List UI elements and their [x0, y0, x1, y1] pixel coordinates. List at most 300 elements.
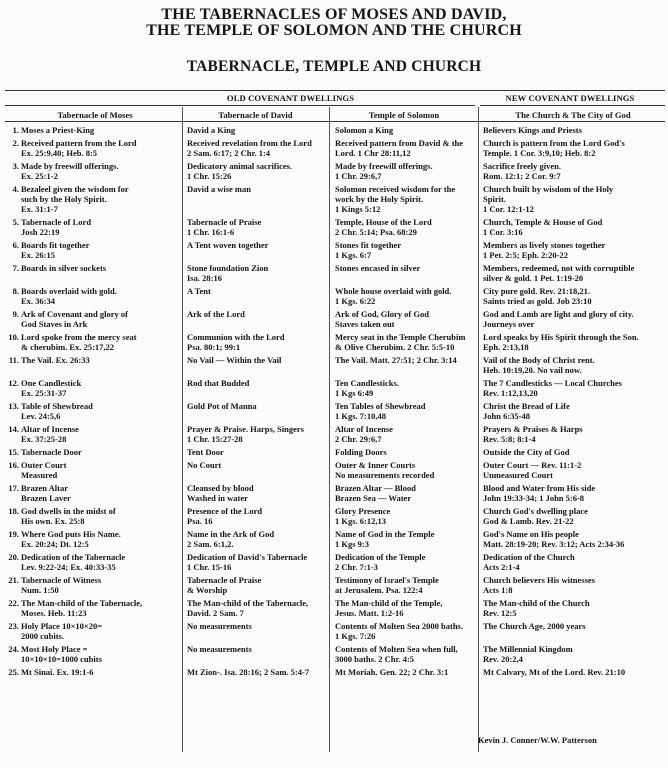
cell-line: Holy Place 10×10×20= — [21, 621, 103, 631]
cell-david — [187, 184, 319, 194]
row-number: 24. — [8, 644, 19, 654]
cell-line: Church is pattern from the Lord God's — [483, 138, 625, 148]
cell-line: Sacrifice freely given. — [483, 161, 561, 171]
cell-church — [483, 217, 666, 237]
cell-line: Rev. 12:5 — [483, 608, 517, 618]
cell-church — [483, 598, 666, 618]
cell-david — [187, 506, 319, 526]
cell-line: 1 Kgs. 6:12,13 — [335, 516, 386, 526]
cell-line: Mt Calvary, Mt of the Lord. Rev. 21:10 — [483, 667, 626, 677]
cell-line: One Candlestick — [21, 378, 82, 388]
column-header-moses: Tabernacle of Moses — [57, 110, 133, 120]
row-number: 13. — [8, 401, 19, 411]
cell-line: Prayer & Praise. Harps, Singers — [187, 424, 304, 434]
cell-line: work by the Holy Spirit. — [335, 194, 424, 204]
cell-line: Lev. 24:5,6 — [21, 411, 61, 421]
cell-line: Dedication of the Tabernacle — [21, 552, 126, 562]
cell-line: Lord. 1 Chr 28:11,12 — [335, 148, 411, 158]
cell-david — [187, 552, 319, 572]
cell-line: Gold Pot of Manna — [187, 401, 257, 411]
cell-line: Believers Kings and Priests — [483, 125, 582, 135]
cell-david — [187, 424, 319, 444]
cell-david — [187, 621, 319, 631]
cell-moses — [21, 552, 181, 572]
row-number: 17. — [8, 483, 19, 493]
cell-line: at Jerusalem. Psa. 122:4 — [335, 585, 423, 595]
cell-church — [483, 447, 666, 457]
cell-church — [483, 552, 666, 572]
cell-line: 2 Chr. 5:14; Psa. 68:29 — [335, 227, 417, 237]
cell-line: Contents of Molten Sea 2000 baths. — [335, 621, 463, 631]
cell-line: 1 Kgs. 6:7 — [335, 250, 372, 260]
cell-line: 1 Kgs. 6:22 — [335, 296, 376, 306]
cell-line: Church built by wisdom of the Holy — [483, 184, 614, 194]
cell-david — [187, 332, 319, 352]
cell-moses — [21, 240, 181, 260]
cell-line: & Olive Cherubim. 2 Chr. 5:5-10 — [335, 342, 455, 352]
cell-line: Journeys over — [483, 319, 535, 329]
cell-moses — [21, 424, 181, 444]
cell-line: 1 Pet. 2:5; Eph. 2:20-22 — [483, 250, 568, 260]
cell-line: Vail of the Body of Christ rent. — [483, 355, 595, 365]
cell-line: Presence of the Lord — [187, 506, 263, 516]
cell-line: Psa. 80:1; 99:1 — [187, 342, 241, 352]
cell-line: The Vail. Ex. 26:33 — [21, 355, 90, 365]
cell-moses — [21, 483, 181, 503]
cell-solomon — [335, 378, 480, 398]
cell-david — [187, 217, 319, 237]
table-row — [0, 460, 668, 483]
cell-line: & Worship — [187, 585, 228, 595]
cell-moses — [21, 286, 181, 306]
row-number: 15. — [8, 447, 19, 457]
cell-line: Stones fit together — [335, 240, 402, 250]
column-header-solomon: Temple of Solomon — [368, 110, 440, 120]
cell-line: Tabernacle of Witness — [21, 575, 102, 585]
cell-line: Church God's dwelling place — [483, 506, 588, 516]
cell-line: 1 Kgs. 7:10,48 — [335, 411, 386, 421]
cell-moses — [21, 575, 181, 595]
column-header-church: The Church & The City of God — [515, 110, 631, 120]
cell-line: Name of God in the Temple — [335, 529, 435, 539]
cell-church — [483, 263, 666, 283]
cell-moses — [21, 161, 181, 181]
cell-line: Rev. 20:2,4 — [483, 654, 523, 664]
row-number: 19. — [8, 529, 19, 539]
cell-solomon — [335, 667, 480, 677]
cell-line: Josh 22:19 — [21, 227, 60, 237]
table-row — [0, 424, 668, 447]
cell-line: Prayers & Praises & Harps — [483, 424, 583, 434]
cell-line: Testimony of Israel's Temple — [335, 575, 439, 585]
cell-church — [483, 309, 666, 329]
cell-moses — [21, 332, 181, 352]
cell-solomon — [335, 644, 480, 664]
row-number: 1. — [12, 125, 19, 135]
cell-line: Moses. Heb. 11:23 — [21, 608, 87, 618]
cell-moses — [21, 644, 181, 664]
cell-church — [483, 138, 666, 158]
main-title-line-1: THE TABERNACLES OF MOSES AND DAVID, — [161, 6, 507, 23]
cell-church — [483, 401, 666, 421]
cell-solomon — [335, 184, 480, 214]
cell-solomon — [335, 598, 480, 618]
table-row — [0, 506, 668, 529]
cell-line: The Man-child of the Church — [483, 598, 590, 608]
cell-line: Mercy seat in the Temple Cherubim — [335, 332, 466, 342]
cell-line: Dedication of David's Tabernacle — [187, 552, 308, 562]
table-row — [0, 161, 668, 184]
cell-moses — [21, 378, 181, 398]
cell-line: Members as lively stones together — [483, 240, 606, 250]
cell-line: Outer Court — Rev. 11:1-2 — [483, 460, 582, 470]
cell-line: Glory Presence — [335, 506, 391, 516]
cell-church — [483, 125, 666, 135]
table-row — [0, 138, 668, 161]
cell-church — [483, 621, 666, 631]
cell-line: Whole house overlaid with gold. — [335, 286, 452, 296]
cell-line: Spirit. — [483, 194, 506, 204]
cell-line: Lord speaks by His Spirit through the Son. — [483, 332, 639, 342]
cell-david — [187, 667, 319, 677]
cell-line: Rev. 1:12,13,20 — [483, 388, 538, 398]
cell-line: Outside the City of God — [483, 447, 570, 457]
cell-line: The Vail. Matt. 27:51; 2 Chr. 3:14 — [335, 355, 457, 365]
cell-solomon — [335, 529, 480, 549]
cell-line: Table of Shewbread — [21, 401, 93, 411]
cell-line: Ex. 25:1-2 — [21, 171, 58, 181]
cell-line: A Tent woven together — [187, 240, 269, 250]
cell-line: Rod that Budded — [187, 378, 250, 388]
cell-line: Brazen Laver — [21, 493, 71, 503]
table-row — [0, 184, 668, 217]
cell-line: Measured — [21, 470, 58, 480]
table-row — [0, 286, 668, 309]
cell-line: 2 Chr. 7:1-3 — [335, 562, 378, 572]
cell-church — [483, 424, 666, 444]
cell-solomon — [335, 552, 480, 572]
cell-line: Rev. 5:8; 8:1-4 — [483, 434, 536, 444]
cell-line: Moses a Priest-King — [21, 125, 95, 135]
cell-line: Saints tried as gold. Job 23:10 — [483, 296, 592, 306]
cell-line: No Vail — Within the Vail — [187, 355, 282, 365]
row-number: 25. — [8, 667, 19, 677]
cell-line: David. 2 Sam. 7 — [187, 608, 244, 618]
cell-david — [187, 286, 319, 296]
cell-line: 1 Chr. 15:26 — [187, 171, 232, 181]
cell-moses — [21, 447, 181, 457]
cell-line: No Court — [187, 460, 222, 470]
table-row — [0, 240, 668, 263]
cell-line: Acts 1:8 — [483, 585, 513, 595]
cell-david — [187, 598, 319, 618]
cell-david — [187, 378, 319, 388]
cell-line: Outer & Inner Courts — [335, 460, 416, 470]
cell-line: David a wise man — [187, 184, 251, 194]
cell-line: David a King — [187, 125, 236, 135]
cell-line: Ark of the Lord — [187, 309, 245, 319]
cell-solomon — [335, 240, 480, 260]
row-number: 10. — [8, 332, 19, 342]
cell-line: John 19:33-34; 1 John 5:6-8 — [483, 493, 585, 503]
cell-line: 1 Kings 5:12 — [335, 204, 381, 214]
cell-solomon — [335, 263, 480, 273]
row-number: 22. — [8, 598, 19, 608]
cell-david — [187, 138, 319, 158]
cell-line: 1 Chr. 15:27-28 — [187, 434, 243, 444]
cell-david — [187, 125, 319, 135]
cell-line: God dwells in the midst of — [21, 506, 116, 516]
cell-line: Dedication of the Temple — [335, 552, 426, 562]
cell-solomon — [335, 447, 480, 457]
cell-line: Altar of Incense — [335, 424, 393, 434]
cell-moses — [21, 401, 181, 421]
cell-line: Boards overlaid with gold. — [21, 286, 117, 296]
cell-moses — [21, 506, 181, 526]
cell-line: 1 Chr. 15-16 — [187, 562, 232, 572]
cell-solomon — [335, 217, 480, 237]
cell-line: Contents of Molten Sea when full, — [335, 644, 458, 654]
cell-line: Dedication of the Church — [483, 552, 575, 562]
cell-line: Staves taken out — [335, 319, 395, 329]
table-row — [0, 447, 668, 460]
cell-solomon — [335, 309, 480, 329]
cell-solomon — [335, 506, 480, 526]
cell-line: Psa. 16 — [187, 516, 213, 526]
cell-line: Washed in water — [187, 493, 248, 503]
cell-line: Brazen Sea — Water — [335, 493, 412, 503]
cell-line: Isa. 28:16 — [187, 273, 222, 283]
cell-line: The Man-child of the Tabernacle, — [21, 598, 143, 608]
cell-line: 1 Kgs. 7:26 — [335, 631, 376, 641]
cell-line: Mt Sinai. Ex. 19:1-6 — [21, 667, 94, 677]
section-rule — [5, 90, 665, 91]
cell-line: Name in the Ark of God — [187, 529, 275, 539]
cell-line: Heb. 10:19,20. No vail now. — [483, 365, 582, 375]
cell-solomon — [335, 161, 480, 181]
cell-line: The Church Age, 2000 years — [483, 621, 586, 631]
cell-church — [483, 378, 666, 398]
cell-line: 1 Cor. 12:1-12 — [483, 204, 534, 214]
cell-line: silver & gold. 1 Pet. 1:19-20 — [483, 273, 584, 283]
cell-line: Most Holy Place = — [21, 644, 88, 654]
cell-line: Dedicatory animal sacrifices. — [187, 161, 293, 171]
cell-line: God and Lamb are light and glory of city. — [483, 309, 634, 319]
cell-moses — [21, 138, 181, 158]
cell-line: Received pattern from David & the — [335, 138, 464, 148]
cell-line: Ex. 25:31-37 — [21, 388, 67, 398]
subtitle: TABERNACLE, TEMPLE AND CHURCH — [186, 58, 482, 75]
cell-line: 1 Kgs 9:3 — [335, 539, 369, 549]
cell-line: Folding Doors — [335, 447, 387, 457]
cell-david — [187, 644, 319, 654]
table-row — [0, 575, 668, 598]
cell-line: Boards in silver sockets — [21, 263, 107, 273]
cell-line: Ex. 26:15 — [21, 250, 55, 260]
table-row — [0, 621, 668, 644]
cell-line: Tent Door — [187, 447, 224, 457]
cell-line: Rom. 12:1; 2 Cor. 9:7 — [483, 171, 561, 181]
table-row — [0, 125, 668, 138]
row-number: 21. — [8, 575, 19, 585]
cell-david — [187, 309, 319, 319]
cell-line: Cleansed by blood — [187, 483, 254, 493]
cell-line: Where God puts His Name. — [21, 529, 121, 539]
cell-line: Ex. 25:9,40; Heb. 8:5 — [21, 148, 98, 158]
row-number: 16. — [8, 460, 19, 470]
cell-line: 1 Chr. 16:1-6 — [187, 227, 235, 237]
cell-line: Brazen Altar — Blood — [335, 483, 416, 493]
cell-line: Stones encased in silver — [335, 263, 421, 273]
cell-line: Mt Moriah. Gen. 22; 2 Chr. 3:1 — [335, 667, 449, 677]
cell-line: 2 Chr. 29:6,7 — [335, 434, 382, 444]
old-covenant-heading: OLD COVENANT DWELLINGS — [226, 93, 355, 103]
row-number: 9. — [12, 309, 19, 319]
cell-line: Tabernacle of Praise — [187, 575, 262, 585]
table-row — [0, 552, 668, 575]
cell-line: Blood and Water from His side — [483, 483, 596, 493]
row-number: 7. — [12, 263, 19, 273]
cell-moses — [21, 667, 181, 677]
cell-solomon — [335, 332, 480, 352]
cell-church — [483, 161, 666, 181]
cell-solomon — [335, 138, 480, 158]
row-number: 14. — [8, 424, 19, 434]
cell-line: God's Name on His people — [483, 529, 579, 539]
row-number: 2. — [12, 138, 19, 148]
cell-church — [483, 644, 666, 664]
cell-line: Eph. 2:13,18 — [483, 342, 529, 352]
cell-line: City pure gold. Rev. 21:18,21. — [483, 286, 591, 296]
cell-church — [483, 667, 666, 677]
table-row — [0, 309, 668, 332]
table-row — [0, 644, 668, 667]
cell-moses — [21, 217, 181, 237]
cell-church — [483, 506, 666, 526]
cell-line: No measurements recorded — [335, 470, 435, 480]
cell-line: 2 Sam. 6:1,2. — [187, 539, 234, 549]
cell-solomon — [335, 424, 480, 444]
cell-moses — [21, 355, 181, 365]
cell-line: Jesus. Matt. 1:2-16 — [335, 608, 404, 618]
cell-line: Ex. 31:1-7 — [21, 204, 58, 214]
cell-david — [187, 529, 319, 549]
cell-david — [187, 355, 319, 365]
main-title-line-2: THE TEMPLE OF SOLOMON AND THE CHURCH — [146, 22, 522, 39]
cell-church — [483, 286, 666, 306]
cell-solomon — [335, 125, 480, 135]
cell-church — [483, 240, 666, 260]
cell-line: God Staves in Ark — [21, 319, 88, 329]
cell-line: Ten Tables of Shewbread — [335, 401, 426, 411]
cell-david — [187, 401, 319, 411]
column-header-david: Tabernacle of David — [218, 110, 293, 120]
cell-moses — [21, 263, 181, 273]
cell-church — [483, 332, 666, 352]
cell-line: The Millennial Kingdom — [483, 644, 573, 654]
cell-line: Matt. 28:19-20; Rev. 3:12; Acts 2:34-36 — [483, 539, 625, 549]
cell-solomon — [335, 621, 480, 641]
cell-line: The Man-child of the Tabernacle, — [187, 598, 309, 608]
cell-line: 1 Kgs 6:49 — [335, 388, 374, 398]
cell-line: Acts 2:1-4 — [483, 562, 520, 572]
table-row — [0, 483, 668, 506]
cell-line: Temple, House of the Lord — [335, 217, 432, 227]
row-number: 12. — [8, 378, 19, 388]
cell-line: Church, Temple & House of God — [483, 217, 603, 227]
comparison-table — [0, 125, 668, 680]
cell-line: 1 Cor. 3:16 — [483, 227, 523, 237]
table-row — [0, 667, 668, 680]
column-header-underline — [5, 121, 665, 122]
row-number: 18. — [8, 506, 19, 516]
cell-line: Church believers His witnesses — [483, 575, 595, 585]
cell-solomon — [335, 286, 480, 306]
cell-line: Lord spoke from the mercy seat — [21, 332, 137, 342]
cell-line: 2000 cubits. — [21, 631, 64, 641]
cell-line: Communion with the Lord — [187, 332, 285, 342]
cell-line: The Man-child of the Temple, — [335, 598, 443, 608]
cell-line: Christ the Bread of Life — [483, 401, 570, 411]
cell-line: Ex. 36:34 — [21, 296, 55, 306]
cell-moses — [21, 184, 181, 214]
row-number: 5. — [12, 217, 19, 227]
cell-line: Num. 1:50 — [21, 585, 59, 595]
cell-david — [187, 161, 319, 181]
cell-line: Brazen Altar — [21, 483, 68, 493]
row-number: 23. — [8, 621, 19, 631]
cell-church — [483, 529, 666, 549]
cell-line: Boards fit together — [21, 240, 90, 250]
cell-line: such by the Holy Spirit. — [21, 194, 107, 204]
row-number: 4. — [12, 184, 19, 194]
cell-line: A Tent — [187, 286, 211, 296]
cell-line: 2 Sam. 6:17; 2 Chr. 1:4 — [187, 148, 271, 158]
cell-line: & cherubim. Ex. 25:17,22 — [21, 342, 115, 352]
cell-david — [187, 460, 319, 470]
cell-line: Stone foundation Zion — [187, 263, 269, 273]
cell-church — [483, 184, 666, 214]
cell-line: Ex. 20:24; Dt. 12:5 — [21, 539, 89, 549]
cell-line: Received revelation from the Lord — [187, 138, 312, 148]
cell-line: The 7 Candlesticks — Local Churches — [483, 378, 622, 388]
row-number: 11. — [8, 355, 19, 365]
cell-line: Lev. 9:22-24; Ex. 40:33-35 — [21, 562, 116, 572]
cell-david — [187, 447, 319, 457]
cell-david — [187, 263, 319, 283]
cell-line: 3000 baths. 2 Chr. 4:5 — [335, 654, 415, 664]
table-row — [0, 529, 668, 552]
cell-moses — [21, 309, 181, 329]
table-row — [0, 598, 668, 621]
cell-moses — [21, 125, 181, 135]
cell-david — [187, 575, 319, 595]
cell-line: Tabernacle of Praise — [187, 217, 262, 227]
cell-line: Mt Zion-. Isa. 28:16; 2 Sam. 5:4-7 — [187, 667, 310, 677]
cell-line: Received pattern from the Lord — [21, 138, 137, 148]
cell-david — [187, 240, 319, 250]
new-covenant-heading: NEW COVENANT DWELLINGS — [505, 93, 635, 103]
cell-moses — [21, 621, 181, 641]
cell-line: Members, redeemed, not with corruptible — [483, 263, 635, 273]
cell-line: Unmeasured Court — [483, 470, 553, 480]
cell-line: Solomon a King — [335, 125, 394, 135]
cell-church — [483, 460, 666, 480]
cell-line: Ten Candlesticks. — [335, 378, 399, 388]
cell-line: John 6:35-48 — [483, 411, 530, 421]
cell-line: Ark of God, Glory of God — [335, 309, 429, 319]
row-number: 8. — [12, 286, 19, 296]
